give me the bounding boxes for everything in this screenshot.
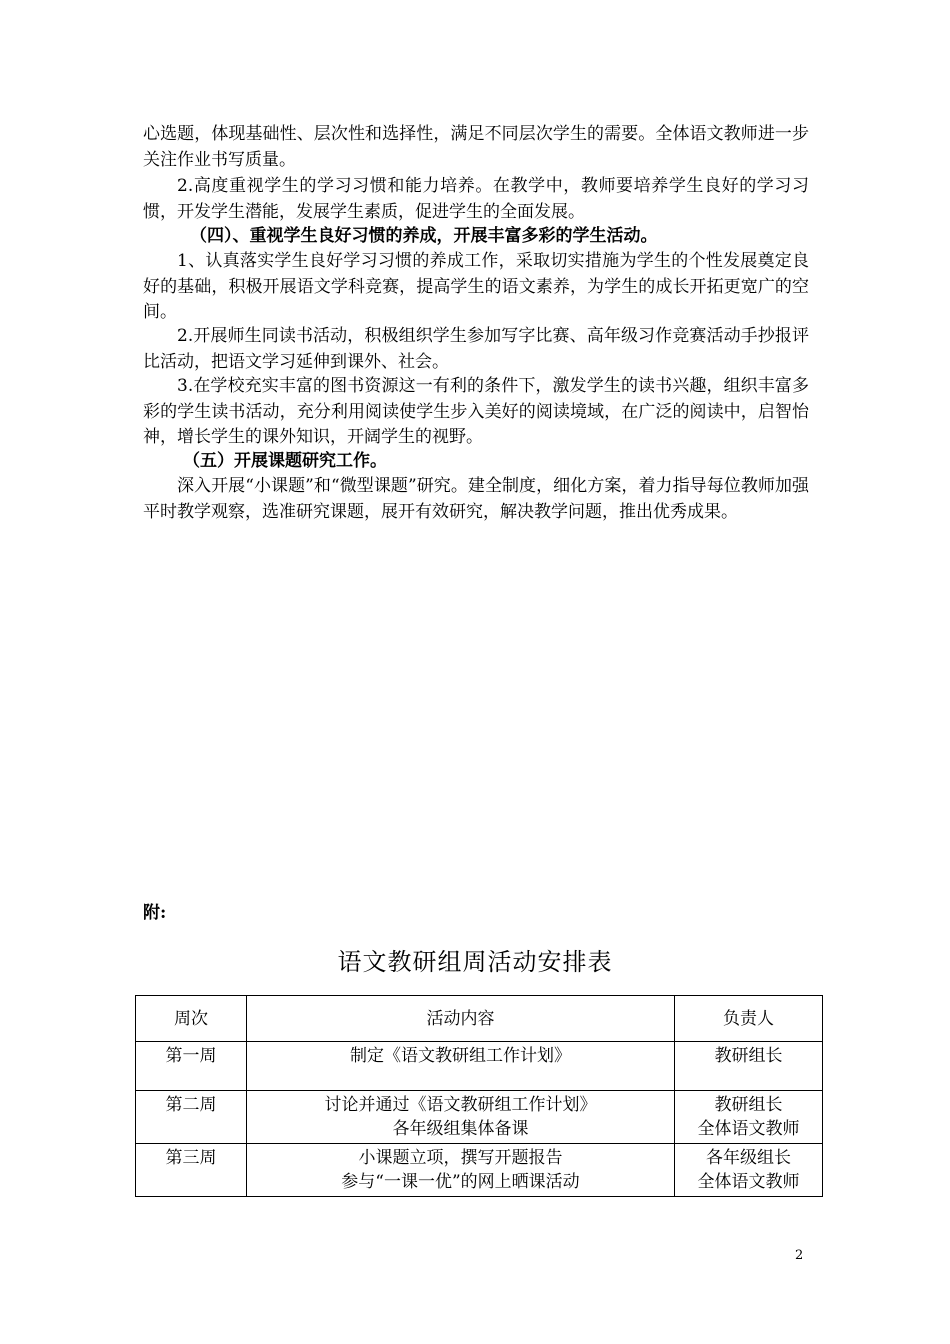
- owner-cell: [675, 1042, 823, 1091]
- schedule-table: [135, 995, 823, 1197]
- table-header-row: [136, 996, 823, 1042]
- table-row: [136, 1091, 823, 1144]
- table-row: [136, 1144, 823, 1197]
- activity-line: 各年级组集体备课: [392, 1119, 529, 1139]
- activity-line: 小课题立项，撰写开题报告: [358, 1148, 563, 1168]
- owner-line: 教研组长: [714, 1046, 783, 1066]
- activity-line: 制定《语文教研组工作计划》: [350, 1046, 571, 1066]
- activity-cell: [247, 1091, 675, 1144]
- week-cell: 第二周: [136, 1091, 247, 1144]
- header-week: 周次: [136, 996, 247, 1042]
- paragraph-homework: 心选题，体现基础性、层次性和选择性，满足不同层次学生的需要。全体语文教师进一步关注作业书写质量。: [143, 124, 809, 170]
- week-cell: 第三周: [136, 1144, 247, 1197]
- owner-line: 教研组长: [714, 1095, 783, 1115]
- owner-line: 全体语文教师: [697, 1172, 800, 1192]
- header-owner: 负责人: [675, 996, 823, 1042]
- activity-cell: [247, 1042, 675, 1091]
- week-cell: 第一周: [136, 1042, 247, 1091]
- section-heading-5: （五）开展课题研究工作。: [183, 451, 387, 471]
- owner-cell: [675, 1091, 823, 1144]
- paragraph-item-3: 3.在学校充实丰富的图书资源这一有利的条件下，激发学生的读书兴趣，组织丰富多彩的学生读书活动，充分利用阅读使学生步入美好的阅读境域，在广泛的阅读中，启智怡神，增长学生的课外知识，开阔学生的视野。: [143, 376, 809, 447]
- table-title: 语文教研组周活动安排表: [337, 948, 613, 976]
- header-activity: 活动内容: [247, 996, 675, 1042]
- paragraph-research: 深入开展“小课题”和“微型课题”研究。建全制度，细化方案，着力指导每位教师加强平时教学观察，选准研究课题，展开有效研究，解决教学问题，推出优秀成果。: [143, 476, 809, 522]
- owner-line: 全体语文教师: [697, 1119, 800, 1139]
- owner-line: 各年级组长: [706, 1148, 791, 1168]
- owner-cell: [675, 1144, 823, 1197]
- paragraph-item-1: 1、认真落实学生良好学习习惯的养成工作，采取切实措施为学生的个性发展奠定良好的基础，积极开展语文学科竞赛，提高学生的语文素养，为学生的成长开拓更宽广的空间。: [143, 251, 809, 322]
- section-heading-4: （四）、重视学生良好习惯的养成，开展丰富多彩的学生活动。: [190, 226, 658, 246]
- activity-cell: [247, 1144, 675, 1197]
- activity-line: 参与“一课一优”的网上晒课活动: [341, 1172, 580, 1192]
- paragraph-habits: 2.高度重视学生的学习习惯和能力培养。在教学中，教师要培养学生良好的学习习惯，开发学生潜能，发展学生素质，促进学生的全面发展。: [143, 176, 809, 222]
- appendix-label: 附:: [143, 903, 167, 923]
- page-number: 2: [795, 1248, 804, 1263]
- table-row: [136, 1042, 823, 1091]
- activity-line: 讨论并通过《语文教研组工作计划》: [324, 1095, 597, 1115]
- paragraph-item-2: 2.开展师生同读书活动，积极组织学生参加写字比赛、高年级习作竞赛活动手抄报评比活动，把语文学习延伸到课外、社会。: [143, 326, 809, 372]
